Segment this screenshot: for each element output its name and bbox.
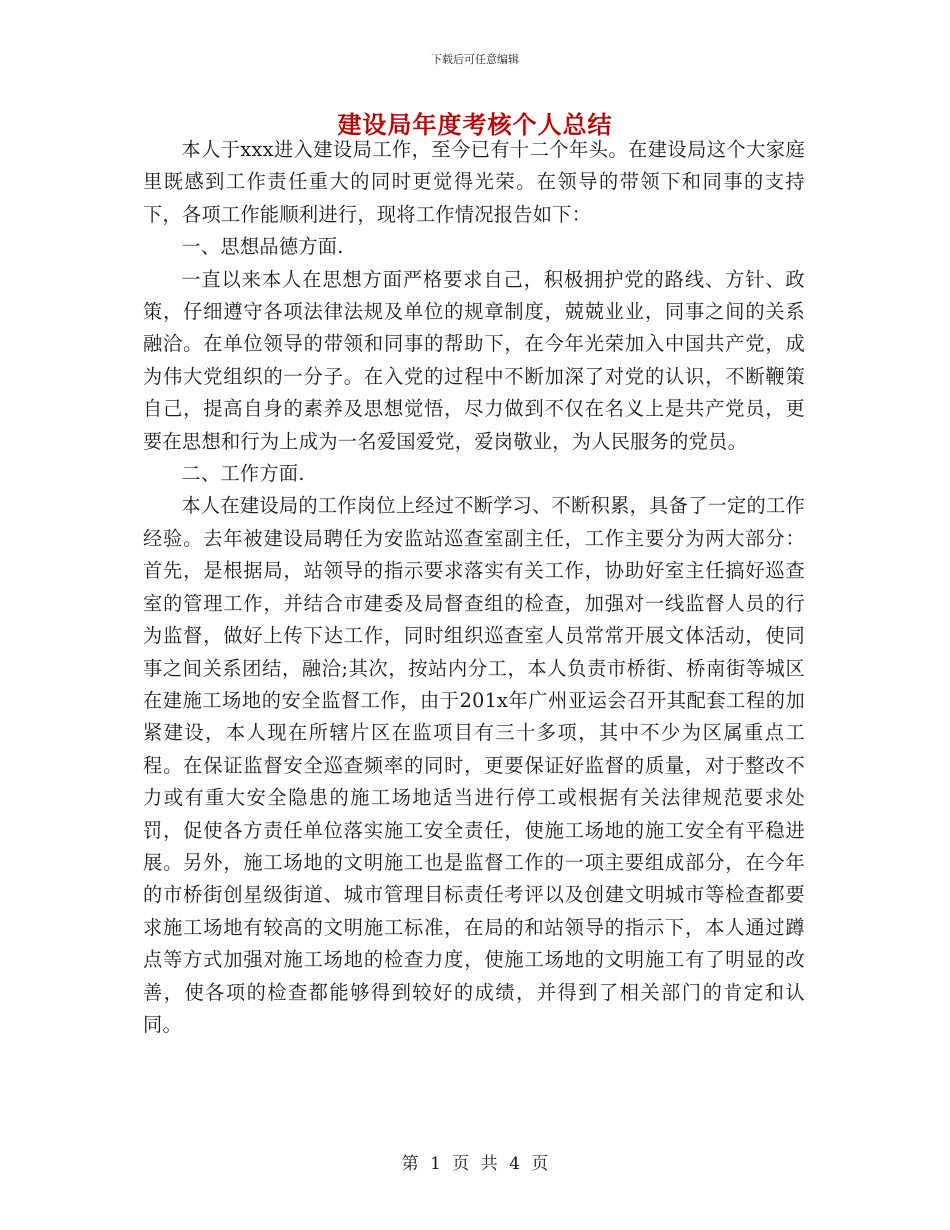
document-title: 建设局年度考核个人总结 bbox=[337, 110, 613, 139]
paragraph-ideology: 一直以来本人在思想方面严格要求自己，积极拥护党的路线、方针、政策，仔细遵守各项法律法规及单位的规章制度，兢兢业业，同事之间的关系融洽。在单位领导的带领和同事的帮助下，在今年光荣加入中国共产党，成为伟大党组织的一分子。在入党的过程中不断加深了对党的认识，不断鞭策自己，提高自身的素养及思想觉悟，尽力做到不仅在名义上是共产党员，更要在思想和行为上成为一名爱国爱党，爱岗敬业，为人民服务的党员。 bbox=[143, 267, 805, 453]
page-header-note: 下载后可任意编辑 bbox=[431, 53, 519, 66]
paragraph-work: 本人在建设局的工作岗位上经过不断学习、不断积累，具备了一定的工作经验。去年被建设局聘任为安监站巡查室副主任，工作主要分为两大部分：首先，是根据局，站领导的指示要求落实有关工作，协助好室主任搞好巡查室的管理工作，并结合市建委及局督查组的检查，加强对一线监督人员的行为监督，做好上传下达工作，同时组织巡查室人员常常开展文体活动，使同事之间关系团结，融洽;其次，按站内分工，本人负责市桥街、桥南街等城区在建施工场地的安全监督工作，由于201x年广州亚运会召开其配套工程的加紧建设，本人现在所辖片区在监项目有三十多项，其中不少为区属重点工程。在保证监督安全巡查频率的同时，更要保证好监督的质量，对于整改不力或有重大安全隐患的施工场地适当进行停工或根据有关法律规范要求处罚，促使各方责任单位落实施工安全责任，使施工场地的施工安全有平稳进展。另外，施工场地的文明施工也是监督工作的一项主要组成部分，在今年的市桥街创星级街道、城市管理目标责任考评以及创建文明城市等检查都要求施工场地有较高的文明施工标准，在局的和站领导的指示下，本人通过蹲点等方式加强对施工场地的检查力度，使施工场地的文明施工有了明显的改善，使各项的检查都能够得到较好的成绩，并得到了相关部门的肯定和认同。 bbox=[143, 494, 805, 1036]
document-body bbox=[143, 134, 805, 1041]
paragraph-intro: 本人于xxx进入建设局工作，至今已有十二个年头。在建设局这个大家庭里既感到工作责任重大的同时更觉得光荣。在领导的带领下和同事的支持下，各项工作能顺利进行，现将工作情况报告如下： bbox=[143, 138, 805, 226]
section-heading-work: 二、工作方面. bbox=[181, 462, 305, 486]
section-heading-ideology: 一、思想品德方面. bbox=[181, 235, 344, 259]
page-number-footer: 第 1 页 共 4 页 bbox=[401, 1154, 549, 1174]
